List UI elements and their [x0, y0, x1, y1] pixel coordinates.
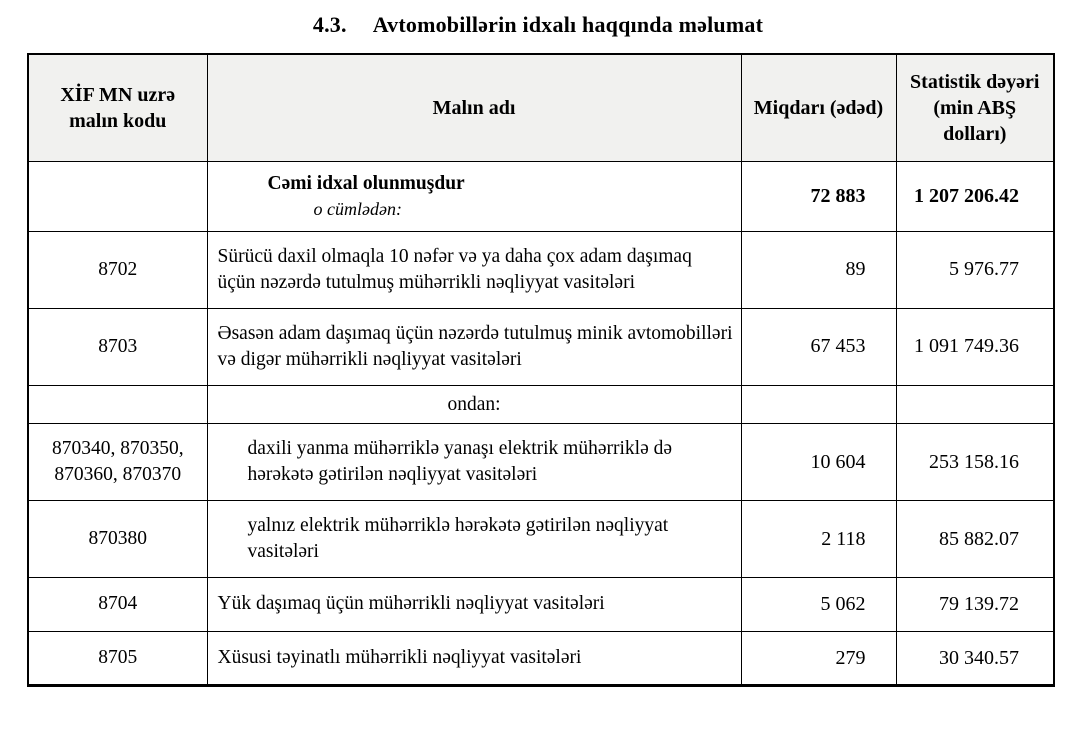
table-body: [28, 162, 1054, 686]
name-cell: [207, 162, 741, 232]
name-cell: daxili yanma mühərriklə yanaşı elektrik mühərriklə də hərəkətə gətirilən nəqliyyat vasitələri: [207, 424, 741, 501]
table-row: [28, 424, 1054, 501]
code-cell: 8702: [28, 231, 207, 308]
value-cell: 1 207 206.42: [896, 162, 1054, 232]
name-cell: yalnız elektrik mühərriklə hərəkətə gətirilən nəqliyyat vasitələri: [207, 501, 741, 578]
value-cell: 253 158.16: [896, 424, 1054, 501]
table-row: [28, 501, 1054, 578]
name-sub-line: o cümlədən:: [313, 198, 402, 219]
quantity-cell: 2 118: [741, 501, 896, 578]
value-cell: 85 882.07: [896, 501, 1054, 578]
table-row: [28, 385, 1054, 424]
column-header-name: Malın adı: [207, 54, 741, 162]
name-cell: Əsasən adam daşımaq üçün nəzərdə tutulmuş minik avtomobilləri və digər mühərrikli nəqliyyat vasitələri: [207, 308, 741, 385]
imports-table: [27, 53, 1055, 687]
code-cell: 870380: [28, 501, 207, 578]
value-cell: 1 091 749.36: [896, 308, 1054, 385]
code-cell: 8703: [28, 308, 207, 385]
quantity-cell: 10 604: [741, 424, 896, 501]
value-cell: 30 340.57: [896, 631, 1054, 686]
code-cell: [28, 385, 207, 424]
table-row: [28, 578, 1054, 632]
header-row: [28, 54, 1054, 162]
table-row: [28, 308, 1054, 385]
section-title-text: Avtomobillərin idxalı haqqında məlumat: [372, 12, 764, 37]
page-title: [0, 12, 1076, 38]
quantity-cell: 279: [741, 631, 896, 686]
code-cell: 8705: [28, 631, 207, 686]
name-main-line: Cəmi idxal olunmuşdur: [267, 173, 465, 194]
quantity-cell: 72 883: [741, 162, 896, 232]
code-cell: 870340, 870350, 870360, 870370: [28, 424, 207, 501]
name-cell: Yük daşımaq üçün mühərrikli nəqliyyat vasitələri: [207, 578, 741, 632]
value-cell: 79 139.72: [896, 578, 1054, 632]
table-row: [28, 631, 1054, 686]
quantity-cell: 5 062: [741, 578, 896, 632]
table-row: [28, 231, 1054, 308]
quantity-cell: [741, 385, 896, 424]
value-cell: 5 976.77: [896, 231, 1054, 308]
quantity-cell: 67 453: [741, 308, 896, 385]
column-header-value: Statistik dəyəri (min ABŞ dolları): [896, 54, 1054, 162]
name-cell: ondan:: [207, 385, 741, 424]
code-cell: 8704: [28, 578, 207, 632]
column-header-qty: Miqdarı (ədəd): [741, 54, 896, 162]
name-cell: Sürücü daxil olmaqla 10 nəfər və ya daha çox adam daşımaq üçün nəzərdə tutulmuş mühərrikli nəqliyyat vasitələri: [207, 231, 741, 308]
table-header: [28, 54, 1054, 162]
column-header-code: XİF MN uzrə malın kodu: [28, 54, 207, 162]
value-cell: [896, 385, 1054, 424]
name-cell: Xüsusi təyinatlı mühərrikli nəqliyyat vasitələri: [207, 631, 741, 686]
quantity-cell: 89: [741, 231, 896, 308]
table-row: [28, 162, 1054, 232]
code-cell: [28, 162, 207, 232]
section-number: 4.3.: [312, 12, 347, 37]
